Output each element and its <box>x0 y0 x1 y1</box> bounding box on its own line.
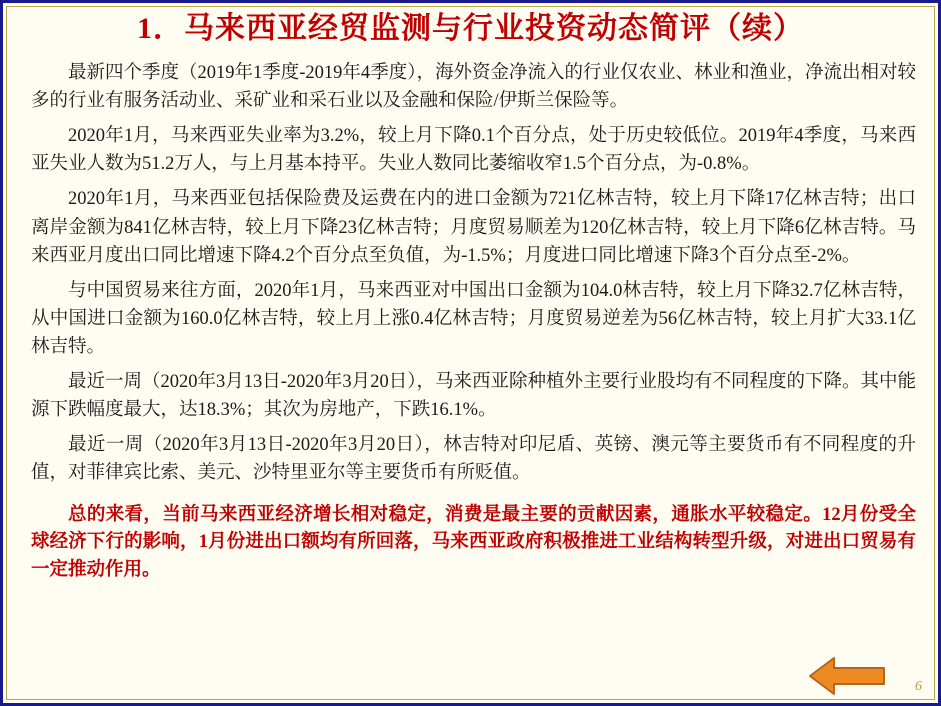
paragraph: 2020年1月，马来西亚失业率为3.2%，较上月下降0.1个百分点，处于历史较低位。2019年4季度，马来西亚失业人数为51.2万人，与上月基本持平。失业人数同比萎缩收窄1.5个百分点，为-0.8%。 <box>31 126 916 175</box>
slide-body <box>31 59 916 689</box>
page-title: 1．马来西亚经贸监测与行业投资动态简评（续） <box>137 12 804 45</box>
paragraph: 2020年1月，马来西亚包括保险费及运费在内的进口金额为721亿林吉特，较上月下降17亿林吉特；出口离岸金额为841亿林吉特，较上月下降23亿林吉特；月度贸易顺差为120亿林吉特，较上月下降6亿林吉特。马来西亚月度出口同比增速下降4.2个百分点至负值，为-1.5%；月度进口同比增速下降3个百分点至-2%。 <box>31 189 916 266</box>
paragraph: 与中国贸易来往方面，2020年1月，马来西亚对中国出口金额为104.0林吉特，较上月下降32.7亿林吉特，从中国进口金额为160.0亿林吉特，较上月上涨0.4亿林吉特；月度贸易逆差为56亿林吉特，较上月扩大33.1亿林吉特。 <box>31 280 916 357</box>
summary-paragraph: 总的来看，当前马来西亚经济增长相对稳定，消费是最主要的贡献因素，通胀水平较稳定。12月份受全球经济下行的影响，1月份进出口额均有所回落，马来西亚政府积极推进工业结构转型升级，对进出口贸易有一定推动作用。 <box>31 504 916 581</box>
left-arrow-icon <box>808 655 886 697</box>
paragraph: 最新四个季度（2019年1季度-2019年4季度），海外资金净流入的行业仅农业、林业和渔业，净流出相对较多的行业有服务活动业、采矿业和采石业以及金融和保险/伊斯兰保险等。 <box>31 63 916 112</box>
page-number: 6 <box>915 679 922 694</box>
paragraph: 最近一周（2020年3月13日-2020年3月20日），马来西亚除种植外主要行业股均有不同程度的下降。其中能源下跌幅度最大，达18.3%；其次为房地产，下跌16.1%。 <box>31 372 916 421</box>
paragraph: 最近一周（2020年3月13日-2020年3月20日），林吉特对印尼盾、英镑、澳元等主要货币有不同程度的升值，对菲律宾比索、美元、沙特里亚尔等主要货币有所贬值。 <box>31 435 916 484</box>
